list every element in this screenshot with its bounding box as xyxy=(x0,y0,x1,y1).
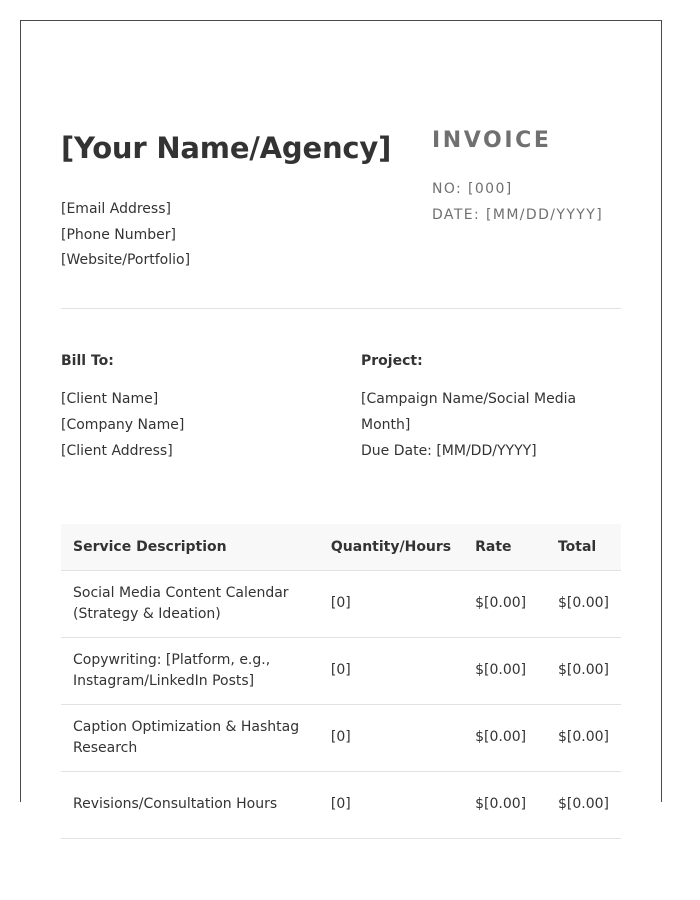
invoice-title: INVOICE xyxy=(432,128,552,153)
invoice-header xyxy=(432,128,603,228)
due-date: Due Date: [MM/DD/YYYY] xyxy=(361,443,537,459)
sender-email: [Email Address] xyxy=(61,201,171,217)
service-quantity: [0] xyxy=(331,637,463,704)
project-section xyxy=(361,353,621,464)
invoice-meta xyxy=(432,176,603,228)
sender-phone: [Phone Number] xyxy=(61,226,176,243)
service-quantity: [0] xyxy=(331,771,463,838)
service-rate: $[0.00] xyxy=(463,637,546,704)
campaign-name-line2: Month] xyxy=(361,417,411,433)
client-address: [Client Address] xyxy=(61,443,173,459)
service-quantity: [0] xyxy=(331,570,463,637)
service-total: $[0.00] xyxy=(546,637,621,704)
service-total: $[0.00] xyxy=(546,771,621,838)
service-description: Copywriting: [Platform, e.g., Instagram/LinkedIn Posts] xyxy=(61,637,331,704)
client-name: [Client Name] xyxy=(61,391,159,407)
invoice-page xyxy=(20,20,662,812)
table-row xyxy=(61,637,621,704)
service-description: Caption Optimization & Hashtag Research xyxy=(61,704,331,771)
header-service-description: Service Description xyxy=(61,524,331,570)
header-divider xyxy=(61,308,621,309)
service-total: $[0.00] xyxy=(546,570,621,637)
service-rate: $[0.00] xyxy=(463,771,546,838)
table-header-row xyxy=(61,524,621,570)
invoice-date: DATE: [MM/DD/YYYY] xyxy=(432,207,604,223)
header-quantity: Quantity/Hours xyxy=(331,524,463,570)
sender-website: [Website/Portfolio] xyxy=(61,252,191,268)
table-row xyxy=(61,704,621,771)
sender-name: [Your Name/Agency] xyxy=(61,131,392,165)
service-description: Revisions/Consultation Hours xyxy=(61,771,331,838)
header-total: Total xyxy=(546,524,621,570)
bill-to-section xyxy=(61,353,341,464)
company-name: [Company Name] xyxy=(61,417,185,433)
service-quantity: [0] xyxy=(331,704,463,771)
project-heading: Project: xyxy=(361,353,423,369)
sender-contact xyxy=(61,197,190,274)
table-row xyxy=(61,771,621,838)
service-total: $[0.00] xyxy=(546,704,621,771)
table-row xyxy=(61,570,621,637)
campaign-name-line1: [Campaign Name/Social Media xyxy=(361,391,577,407)
service-description: Social Media Content Calendar (Strategy & Ideation) xyxy=(61,570,331,637)
bill-to-heading: Bill To: xyxy=(61,353,114,369)
invoice-number: NO: [000] xyxy=(432,181,513,197)
header-rate: Rate xyxy=(463,524,546,570)
service-rate: $[0.00] xyxy=(463,704,546,771)
services-table xyxy=(61,524,621,839)
service-rate: $[0.00] xyxy=(463,570,546,637)
